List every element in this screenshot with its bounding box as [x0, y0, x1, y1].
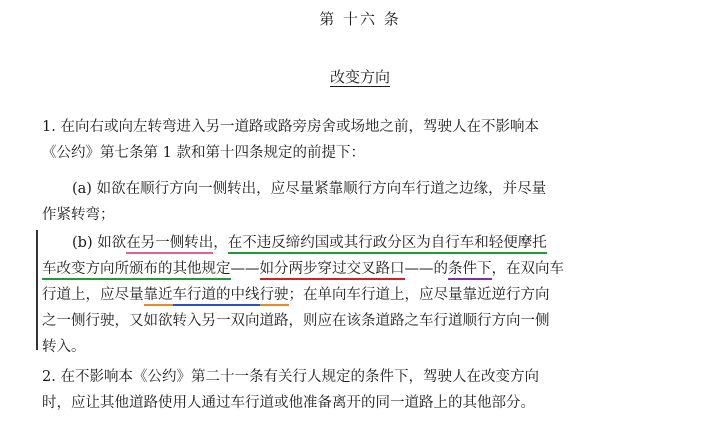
subparagraph-a [42, 176, 682, 228]
highlight-regulations-part-2: 车改变方向所颁布的其他规定 [42, 261, 231, 280]
subparagraph-b-line-3-start: 行道上，应尽量 [42, 287, 144, 303]
subparagraph-b-line-5: 转入。 [42, 339, 86, 355]
highlight-centre-line: 车行道的中线 [173, 287, 260, 306]
paragraph-2-line-1: 2. 在不影响本《公约》第二十一条有关行人规定的条件下，驾驶人在改变方向 [42, 369, 539, 385]
margin-bar [36, 230, 38, 350]
subparagraph-b [42, 230, 682, 360]
subparagraph-a-line-1: (a) 如欲在顺行方向一侧转出，应尽量紧靠顺行方向车行道之边缘，并尽量 [72, 181, 547, 197]
highlight-other-side: 在另一侧转出 [126, 235, 213, 254]
subparagraph-b-line-1 [42, 230, 682, 256]
subparagraph-a-line-2: 作紧转弯； [42, 207, 115, 223]
paragraph-2 [42, 364, 682, 416]
highlight-conditions: 条件下 [448, 261, 492, 280]
subparagraph-b-line-2-rest: ，在双向车 [491, 261, 564, 277]
paragraph-1-line-1: 1. 在向右或向左转弯进入另一道路或路旁房舍或场地之前，驾驶人在不影响本 [42, 119, 539, 135]
paragraph-1 [42, 114, 682, 166]
section-title [0, 66, 720, 87]
subparagraph-b-line-2 [42, 256, 682, 282]
section-title-text: 改变方向 [329, 68, 390, 86]
dash-2: ——的 [404, 261, 448, 277]
paragraph-1-line-2: 《公约》第七条第 1 款和第十四条规定的前提下： [42, 145, 365, 161]
article-title: 第 十六 条 [319, 10, 401, 28]
highlight-two-step-crossing: 如分两步穿过交叉路口 [260, 261, 405, 280]
subparagraph-b-line-4: 之一侧行驶，又如欲转入另一双向道路，则应在该条道路之车行道顺行方向一侧 [42, 313, 550, 329]
highlight-close-to: 靠近 [144, 287, 173, 306]
comma: ， [213, 235, 228, 251]
dash-1: —— [230, 261, 260, 277]
subparagraph-b-line-3 [42, 282, 682, 308]
highlight-drive: 行驶 [260, 287, 289, 306]
subparagraph-b-label: (b) 如欲 [72, 235, 127, 251]
highlight-regulations-part-1: 在不违反缔约国或其行政分区为自行车和轻便摩托 [228, 235, 547, 254]
subparagraph-b-line-3-rest: ；在单向车行道上，应尽量靠近逆行方向 [288, 287, 550, 303]
paragraph-2-line-2: 时，应让其他道路使用人通过车行道或他准备离开的同一道路上的其他部分。 [42, 395, 535, 411]
